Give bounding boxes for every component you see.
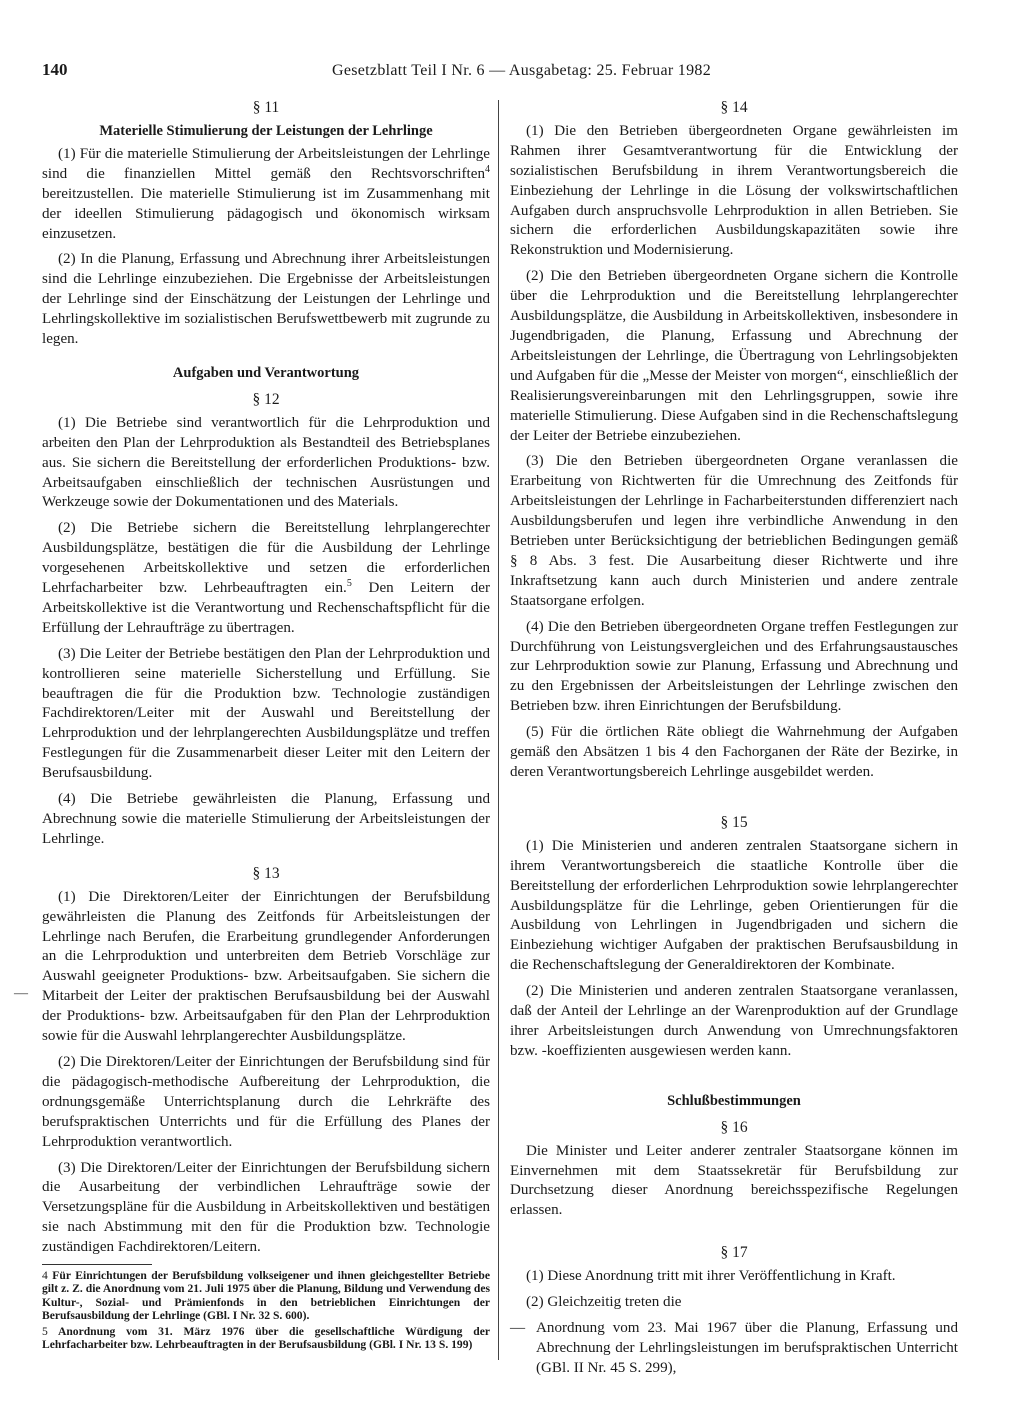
section-16-heading: § 16	[720, 1118, 748, 1136]
part-title-schlussbestimmungen: Schlußbestimmungen	[667, 1092, 801, 1109]
section-17-heading: § 17	[720, 1244, 748, 1262]
section-13-paragraph-1: (1) Die Direktoren/Leiter der Einrichtungen der Berufsbildung gewährleisten die Planung des Zeitfonds für Arbeitsleistungen der Lehrlinge nach Berufen, die Erarbeitung grundlegender Anforderungen an die Lehrproduktion und unterbreiten dem Betrieb Vorschläge zur Auswahl geeigneter Produktions- bzw. Arbeitsaufgaben. Sie sichern die Mitarbeit der Leiter der praktischen Berufsausbildung bei der Auswahl der Produktions- bzw. Arbeitsaufgaben für den Plan der Lehrproduktion sowie für die Auswahl lehrplangerechter Ausbildungsplätze.	[42, 888, 490, 1045]
right-column	[510, 98, 958, 1379]
section-15-heading: § 15	[720, 813, 748, 831]
repealed-regulation-text: Anordnung vom 23. Mai 1967 über die Planung, Erfassung und Abrechnung der Lehrlingsleistungen im berufspraktischen Unterricht (GBl. II Nr. 45 S. 299),	[536, 1319, 958, 1376]
section-17-paragraph-1: (1) Diese Anordnung tritt mit ihrer Veröffentlichung in Kraft.	[526, 1268, 896, 1285]
page-number: 140	[42, 60, 68, 79]
footnote-ref-5: 5	[346, 578, 352, 589]
running-title: Gesetzblatt Teil I Nr. 6 — Ausgabetag: 25. Februar 1982	[332, 62, 712, 79]
section-13-paragraph-3: (3) Die Direktoren/Leiter der Einrichtungen der Berufsbildung sichern die Ausarbeitung der verbindlichen Lehraufträge sowie der Versetzungspläne für die Ausbildung in Arbeitskollektiven und bestätigen sie nach Abstimmung mit den für die Produktion bzw. Technologie zuständigen Fachdirektoren/Leitern.	[42, 1159, 490, 1256]
section-12-paragraph-2: (2) Die Betriebe sichern die Bereitstellung lehrplangerechter Ausbildungsplätze, bestätigen die für die Ausbildung der Lehrlinge vorgesehenen Arbeitskollektive und setzen die erforderlichen Lehrfacharbeiter bzw. Lehrbeauftragten ein.$^5$ Den Leitern der Arbeitskollektive ist die Verantwortung und Rechenschaftspflicht für die Erfüllung der Lehraufträge zu übertragen.	[42, 520, 490, 636]
section-12-paragraph-3: (3) Die Leiter der Betriebe bestätigen den Plan der Lehrproduktion und kontrollieren seine materielle Sicherstellung und Erfüllung. Sie beauftragen die für die Produktion bzw. Technologie zuständigen Fachdirektoren/Leiter mit der Auswahl und Bereitstellung der Lehrproduktion und der lehrplangerechten Ausbildungsplätze und treffen Festlegungen für die Zusammenarbeit dieser Leiter mit den Leitern der Berufsausbildung.	[42, 645, 490, 782]
section-16-paragraph-1: Die Minister und Leiter anderer zentraler Staatsorgane können im Einvernehmen mit dem Staatssekretär für Berufsbildung zur Durchsetzung dieser Anordnung bereichsspezifische Regelungen erlassen.	[510, 1142, 958, 1219]
section-12-paragraph-1: (1) Die Betriebe sind verantwortlich für die Lehrproduktion und arbeiten den Plan der Lehrproduktion als Bestandteil des Betriebsplanes aus. Sie sichern die Bereitstellung der erforderlichen Produktions- bzw. Arbeitsaufgaben einschließlich der technischen Ausrüstungen und Werkzeuge sowie der Dokumentationen und des Materials.	[42, 414, 490, 511]
section-15-paragraph-2: (2) Die Ministerien und anderen zentralen Staatsorgane veranlassen, daß der Anteil der Lehrlinge an der Warenproduktion auf der Grundlage ihrer Arbeitsleistungen durch Anwendung von Umrechnungsfaktoren bzw. -koeffizienten ausgewiesen werden kann.	[510, 983, 958, 1059]
section-14-heading: § 14	[720, 99, 748, 116]
section-13-heading: § 13	[252, 864, 280, 882]
section-11-heading: § 11	[252, 99, 280, 116]
left-column	[42, 98, 490, 1353]
section-11-paragraph-1: (1) Für die materielle Stimulierung der Arbeitsleistungen der Lehrlinge sind die finanziellen Mittel gemäß den Rechtsvorschriften$^4$ bereitzustellen. Die materielle Stimulierung ist im Zusammenhang mit der ideellen Stimulierung pädagogisch und ökonomisch wirksam einzusetzen.	[42, 145, 490, 242]
margin-mark: —	[14, 986, 28, 1001]
section-17-paragraph-2: (2) Gleichzeitig treten die	[526, 1294, 682, 1311]
page-header	[42, 60, 990, 80]
section-14-paragraph-1: (1) Die den Betrieben übergeordneten Organe gewährleisten im Rahmen ihrer Gesamtverantwortung für die Entwicklung der sozialistischen Berufsbildung in ihrem Verantwortungsbereich die Einbeziehung der Lehrlinge in die Lösung der volkswirtschaftlichen Aufgaben durch anspruchsvolle Lehrproduktion in allen Betrieben. Sie sichern die erforderlichen Ausbildungskapazitäten sowie ihre Rekonstruktion und Modernisierung.	[510, 122, 958, 259]
section-11-paragraph-2: (2) In die Planung, Erfassung und Abrechnung ihrer Arbeitsleistungen sind die Lehrlinge einzubeziehen. Die Ergebnisse der Arbeitsleistungen der Lehrlinge sind der Einschätzung der Leistungen der Lehrlinge und Lehrlingskollektive im sozialistischen Berufswettbewerb mit zugrunde zu legen.	[42, 251, 490, 348]
section-13-paragraph-2: (2) Die Direktoren/Leiter der Einrichtungen der Berufsbildung sind für die pädagogisch-methodische Aufbereitung der Lehrproduktion, die ordnungsgemäße Unterrichtsplanung durch die Lehrkräfte des berufspraktischen Unterrichts und für die Erfüllung des Planes der Lehrproduktion verantwortlich.	[42, 1053, 490, 1150]
repealed-regulation-item	[510, 1319, 958, 1379]
section-15-paragraph-1: (1) Die Ministerien und anderen zentralen Staatsorgane sichern in ihrem Verantwortungsbereich die staatliche Kontrolle über die Bereitstellung der erforderlichen Lehrproduktion sowie lehrplangerechter Ausbildungsplätze für die Lehrlinge, geben Orientierungen für die Ausbildung von Lehrlingen in Jugendbrigaden und sichern die Einbeziehung wichtiger Aufgaben der praktischen Berufsausbildung in die Rechenschaftslegung der Generaldirektoren der Kombinate.	[510, 837, 958, 974]
section-14-paragraph-3: (3) Die den Betrieben übergeordneten Organe veranlassen die Erarbeitung von Richtwerten für die Umrechnung des Zeitfonds für Arbeitsleistungen der Lehrlinge in Facharbeiterstunden differenziert nach Ausbildungsberufen und legen ihre verbindliche Anwendung in den Betrieben unter Berücksichtigung der betrieblichen Bedingungen gemäß § 8 Abs. 3 fest. Die Ausarbeitung dieser Richtwerte und ihre Inkraftsetzung kann auch durch Ministerien und andere zentrale Staatsorgane erfolgen.	[510, 453, 958, 609]
section-14-paragraph-4: (4) Die den Betrieben übergeordneten Organe treffen Festlegungen zur Durchführung von Leistungsvergleichen und des Erfahrungsaustausches zur Lehrproduktion sowie zur Planung, Erfassung und Abrechnung und zu den Ergebnissen der Arbeitsleistungen der Lehrlinge zwischen den Betrieben bzw. ihren Einrichtungen der Berufsbildung.	[510, 618, 958, 715]
section-14-paragraph-2: (2) Die den Betrieben übergeordneten Organe sichern die Kontrolle über die Lehrproduktion und die Bereitstellung lehrplangerechter Ausbildungsplätze, die Ausbildung in Arbeitskollektiven, insbesondere in Jugendbrigaden, die Planung, Erfassung und Abrechnung der Arbeitsleistungen der Lehrlinge, die Übertragung von Lehrlingsobjekten und Aufgaben für die „Messe der Meister von morgen“, einschließlich der Realisierungsvereinbarungen mit den Lehrlingsgruppen, sowie ihre materielle Stimulierung. Diese Aufgaben sind in die Rechenschaftslegung der Leiter der Betriebe einzubeziehen.	[510, 268, 958, 444]
column-divider	[498, 100, 499, 1360]
dash-marker: —	[510, 1319, 526, 1336]
footnote-rule	[42, 1264, 152, 1265]
footnote-ref-4: 4	[485, 163, 490, 175]
part-title-aufgaben: Aufgaben und Verantwortung	[172, 364, 360, 381]
footnote-4: 4 Für Einrichtungen der Berufsbildung volkseigener und ihnen gleichgestellter Betriebe gilt z. Z. die Anordnung vom 21. Juli 1975 über die Planung, Bildung und Verwendung des Kultur-, Sozial- und Prämienfonds in den betrieblichen Einrichtungen der Berufsausbildung der Lehrlinge (GBl. I Nr. 32 S. 600).	[42, 1269, 490, 1323]
section-12-paragraph-4: (4) Die Betriebe gewährleisten die Planung, Erfassung und Abrechnung sowie die materielle Stimulierung der Arbeitsleistungen der Lehrlinge.	[42, 791, 490, 847]
section-12-heading: § 12	[252, 390, 280, 408]
section-14-paragraph-5: (5) Für die örtlichen Räte obliegt die Wahrnehmung der Aufgaben gemäß den Absätzen 1 bis 4 den Fachorganen der Räte der Bezirke, in deren Verantwortungsbereich Lehrlinge ausgebildet werden.	[510, 724, 958, 780]
section-11-title: Materielle Stimulierung der Leistungen der Lehrlinge	[99, 122, 433, 139]
footnote-5: 5 Anordnung vom 31. März 1976 über die gesellschaftliche Würdigung der Lehrfacharbeiter bzw. Lehrbeauftragten in der Berufsausbildung (GBl. I Nr. 13 S. 199)	[42, 1324, 490, 1352]
